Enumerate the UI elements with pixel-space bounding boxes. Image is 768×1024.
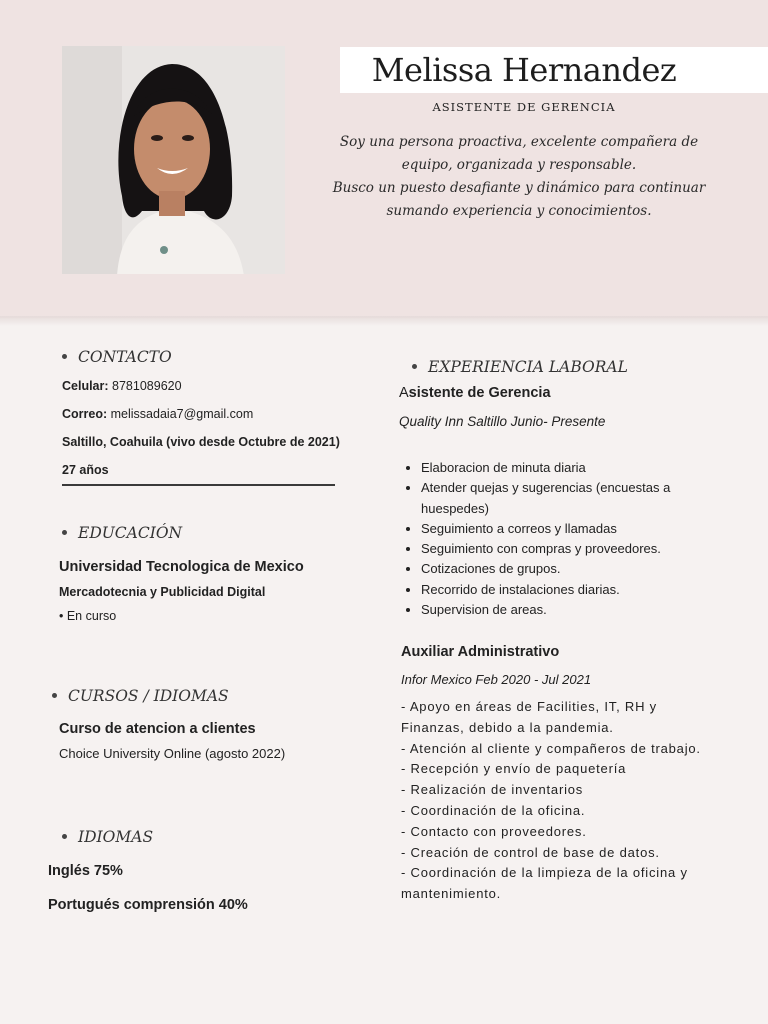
list-item: • Atender quejas y sugerencias (encuestas a huespedes) — [421, 478, 731, 519]
list-item: - Recepción y envío de paquetería — [401, 761, 627, 777]
experience-heading — [412, 358, 628, 376]
education-status: • En curso — [59, 609, 117, 623]
school-name: Universidad Tecnologica de Mexico — [59, 559, 304, 575]
list-item: • Recorrido de instalaciones diarias. — [421, 580, 731, 600]
contact-divider — [62, 484, 335, 486]
age: 27 años — [62, 463, 109, 477]
job2-company: Infor Mexico Feb 2020 - Jul 2021 — [401, 672, 592, 687]
phone-row — [62, 379, 182, 393]
contact-heading-text: CONTACTO — [78, 348, 172, 366]
job1-title-initial: A — [399, 385, 409, 401]
contact-heading — [62, 348, 172, 366]
language-item: Inglés 75% — [48, 863, 123, 879]
summary-line: sumando experiencia y conocimientos. — [386, 203, 652, 219]
job1-title — [399, 385, 551, 401]
education-heading — [62, 524, 182, 542]
profile-photo — [62, 46, 285, 274]
header-shadow — [0, 316, 768, 326]
list-item: - Coordinación de la limpieza de la oficina y — [401, 865, 688, 881]
name-box — [340, 47, 768, 93]
location: Saltillo, Coahuila (vivo desde Octubre de 2021) — [62, 435, 340, 449]
list-item: • Supervision de areas. — [421, 600, 731, 620]
bullet-dot — [62, 834, 67, 839]
list-item: - Apoyo en áreas de Facilities, IT, RH y — [401, 699, 657, 714]
languages-heading-text: IDIOMAS — [78, 828, 154, 846]
list-item: • Cotizaciones de grupos. — [421, 559, 731, 579]
phone-label: Celular: — [62, 379, 109, 393]
summary-line: Soy una persona proactiva, excelente compañera de — [339, 134, 699, 150]
job1-duties — [401, 458, 731, 620]
job2-title: Auxiliar Administrativo — [401, 644, 560, 660]
courses-heading-text: CURSOS / IDIOMAS — [68, 687, 229, 705]
list-item: - Coordinación de la oficina. — [401, 802, 586, 818]
list-item: • Elaboracion de minuta diaria — [421, 458, 731, 478]
course-provider: Choice University Online (agosto 2022) — [59, 746, 286, 761]
education-heading-text: EDUCACIÓN — [78, 524, 183, 542]
bullet-dot — [62, 354, 67, 359]
course-name: Curso de atencion a clientes — [59, 721, 256, 737]
bullet-dot — [52, 693, 57, 698]
bullet-dot — [412, 364, 417, 369]
job1-title-rest: sistente de Gerencia — [408, 385, 551, 401]
job2-duties — [401, 697, 741, 905]
profile-summary — [325, 131, 713, 223]
email-value: melissadaia7@gmail.com — [110, 407, 254, 421]
summary-line: equipo, organizada y responsable. — [401, 157, 637, 173]
languages-heading — [62, 828, 153, 846]
experience-heading-text: EXPERIENCIA LABORAL — [428, 358, 628, 376]
phone-value: 8781089620 — [112, 379, 182, 393]
list-item: - Atención al cliente y compañeros de trabajo. — [401, 740, 701, 756]
list-item: Finanzas, debido a la pandemia. — [401, 719, 614, 735]
email-label: Correo: — [62, 407, 108, 421]
language-item: Portugués comprensión 40% — [48, 897, 248, 913]
list-item: - Contacto con proveedores. — [401, 823, 587, 839]
bullet-dot — [62, 530, 67, 535]
email-row — [62, 407, 253, 421]
full-name: Melissa Hernandez — [371, 51, 677, 89]
list-item: - Creación de control de base de datos. — [401, 844, 660, 860]
degree-name: Mercadotecnia y Publicidad Digital — [59, 585, 266, 599]
list-item: - Realización de inventarios — [401, 782, 584, 798]
summary-line: Busco un puesto desafiante y dinámico para continuar — [332, 180, 706, 196]
job-role: ASISTENTE DE GERENCIA — [432, 100, 616, 114]
courses-heading — [52, 687, 229, 705]
list-item: mantenimiento. — [401, 886, 502, 902]
list-item: • Seguimiento a correos y llamadas — [421, 519, 731, 539]
job1-company: Quality Inn Saltillo Junio- Presente — [399, 414, 606, 429]
list-item: • Seguimiento con compras y proveedores. — [421, 539, 731, 559]
